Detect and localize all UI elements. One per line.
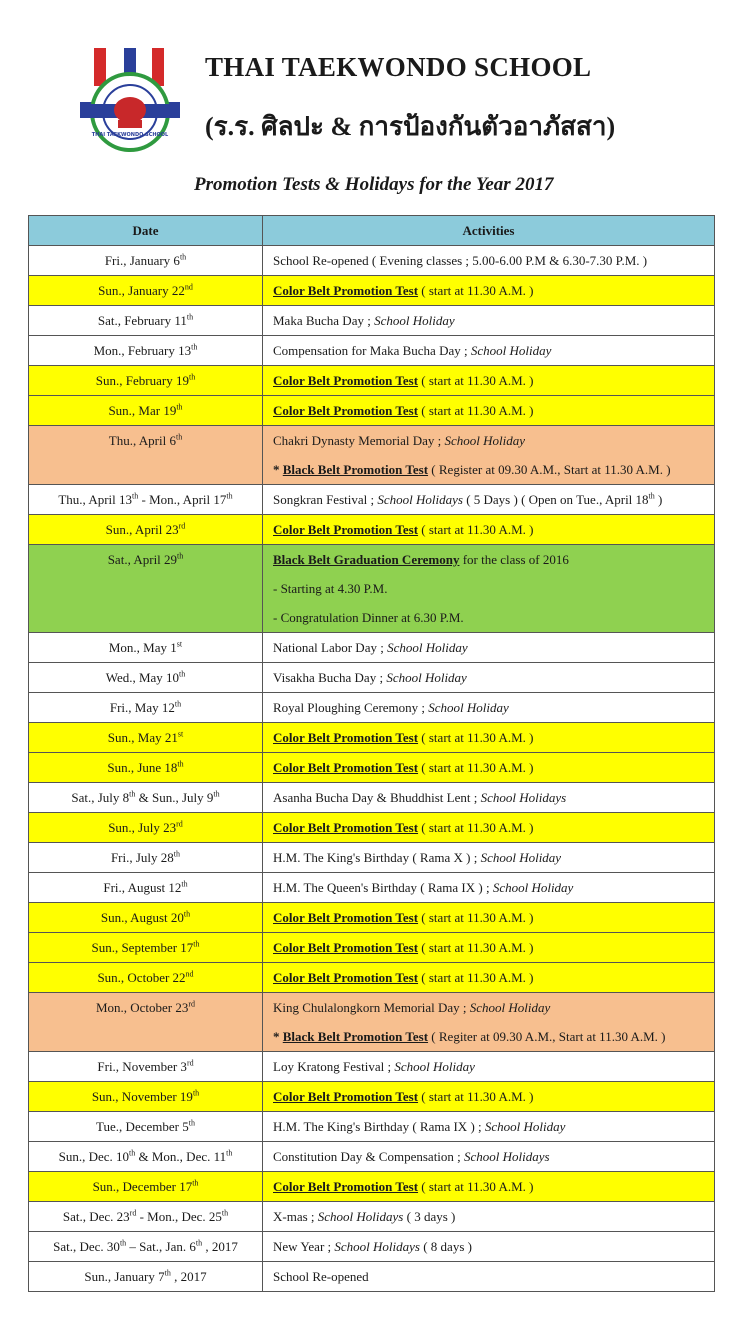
activity-text: * — [273, 462, 283, 477]
row-activity — [263, 843, 715, 873]
row-activity — [263, 723, 715, 753]
table-row — [29, 1232, 715, 1262]
activity-text: Loy Kratong Festival ; — [273, 1059, 395, 1074]
row-activity — [263, 246, 715, 276]
row-activity — [263, 545, 715, 633]
row-date — [29, 276, 263, 306]
date-ordinal-suffix: nd — [185, 969, 194, 979]
date-text: , 2017 — [170, 1268, 207, 1284]
row-activity — [263, 783, 715, 813]
activity-line — [273, 515, 714, 544]
activity-line — [273, 336, 714, 365]
activity-line — [273, 963, 714, 992]
date-ordinal-suffix: th — [226, 1148, 233, 1158]
date-ordinal-suffix: th — [174, 699, 182, 709]
row-date — [29, 723, 263, 753]
activity-line — [273, 1232, 714, 1261]
date-text: Thu., April 13 — [58, 491, 133, 507]
holiday-note: School Holiday — [470, 343, 552, 358]
table-row — [29, 1112, 715, 1142]
event-title: Color Belt Promotion Test — [273, 522, 419, 537]
activity-text: H.M. The Queen's Birthday ( Rama IX ) ; — [273, 880, 493, 895]
date-text: Sat., February 11 — [97, 312, 187, 328]
date-ordinal-suffix: th — [129, 1148, 136, 1158]
date-text: Sun., October 22 — [97, 969, 186, 985]
activity-line — [273, 1052, 714, 1081]
date-text: Sun., August 20 — [100, 909, 184, 925]
date-text: Fri., July 28 — [110, 849, 174, 865]
activity-line — [273, 813, 714, 842]
activity-line — [273, 753, 714, 782]
table-row — [29, 963, 715, 993]
row-date — [29, 336, 263, 366]
table-row — [29, 1052, 715, 1082]
row-date — [29, 1262, 263, 1292]
activity-text: th — [648, 491, 655, 501]
date-text: Sun., July 23 — [108, 819, 177, 835]
activity-text: ) — [654, 492, 663, 507]
school-title: THAI TAEKWONDO SCHOOL — [205, 52, 592, 82]
activity-line — [273, 723, 714, 752]
date-ordinal-suffix: rd — [178, 521, 186, 531]
holiday-note: School Holidays — [464, 1149, 550, 1164]
date-ordinal-suffix: th — [176, 402, 183, 412]
activity-line — [273, 574, 714, 603]
date-ordinal-suffix: th — [175, 432, 183, 442]
row-activity — [263, 1112, 715, 1142]
row-activity — [263, 1202, 715, 1232]
table-row — [29, 783, 715, 813]
date-text: Sun., January 22 — [98, 282, 185, 298]
table-row — [29, 933, 715, 963]
event-title: Black Belt Graduation Ceremony — [273, 552, 460, 567]
activity-text: Songkran Festival ; — [273, 492, 378, 507]
row-date — [29, 1112, 263, 1142]
row-activity — [263, 276, 715, 306]
schedule-table — [28, 215, 715, 1292]
row-date — [29, 903, 263, 933]
row-date — [29, 1202, 263, 1232]
activity-text: - Starting at 4.30 P.M. — [273, 581, 388, 596]
date-ordinal-suffix: th — [132, 491, 139, 501]
row-date — [29, 515, 263, 545]
activity-line — [273, 1262, 714, 1291]
date-text: Sat., April 29 — [107, 552, 178, 567]
date-text: – Sat., Jan. 6 — [126, 1238, 196, 1254]
date-ordinal-suffix: th — [179, 252, 187, 262]
date-text: Sun., Dec. 10 — [58, 1148, 130, 1164]
activity-text: * — [273, 1029, 283, 1044]
date-ordinal-suffix: th — [191, 342, 198, 352]
table-row — [29, 1172, 715, 1202]
activity-line — [273, 1172, 714, 1201]
row-date — [29, 246, 263, 276]
document-subtitle: Promotion Tests & Holidays for the Year 2017 — [194, 174, 554, 195]
activity-line — [273, 545, 714, 574]
date-text: Fri., January 6 — [104, 252, 180, 268]
table-header-row — [29, 216, 715, 246]
activity-line — [273, 1082, 714, 1111]
event-title: Color Belt Promotion Test — [273, 820, 419, 835]
activity-text: New Year ; — [273, 1239, 335, 1254]
row-date — [29, 366, 263, 396]
event-title: Color Belt Promotion Test — [273, 730, 419, 745]
row-activity — [263, 933, 715, 963]
row-activity — [263, 1232, 715, 1262]
row-date — [29, 993, 263, 1052]
activity-line — [273, 1202, 714, 1231]
activity-text: Asanha Bucha Day & Bhuddhist Lent ; — [273, 790, 481, 805]
holiday-note: School Holiday — [428, 700, 509, 715]
row-date — [29, 963, 263, 993]
event-title: Black Belt Promotion Test — [282, 1029, 429, 1044]
school-logo-icon — [78, 46, 182, 160]
table-row — [29, 753, 715, 783]
event-title: Color Belt Promotion Test — [273, 760, 419, 775]
activity-text: ( start at 11.30 A.M. ) — [418, 1089, 534, 1104]
row-activity — [263, 903, 715, 933]
date-ordinal-suffix: th — [181, 879, 188, 889]
holiday-note: School Holiday — [444, 433, 526, 448]
activity-line — [273, 485, 714, 514]
row-activity — [263, 1172, 715, 1202]
date-ordinal-suffix: nd — [184, 282, 193, 292]
table-row — [29, 843, 715, 873]
activity-text: Visakha Bucha Day ; — [273, 670, 387, 685]
activity-text: ( 3 days ) — [403, 1209, 456, 1224]
activity-line — [273, 663, 714, 692]
row-date — [29, 1172, 263, 1202]
row-date — [29, 396, 263, 426]
activity-text: School Re-opened — [273, 1269, 369, 1284]
activity-line — [273, 783, 714, 812]
activity-text: King Chulalongkorn Memorial Day ; — [273, 1000, 470, 1015]
table-row — [29, 1262, 715, 1292]
document-header — [0, 0, 738, 212]
row-date — [29, 426, 263, 485]
activity-line — [273, 993, 714, 1022]
date-ordinal-suffix: th — [221, 1208, 229, 1218]
date-ordinal-suffix: st — [176, 639, 183, 649]
row-activity — [263, 753, 715, 783]
row-date — [29, 1142, 263, 1172]
activity-text: ( start at 11.30 A.M. ) — [418, 760, 534, 775]
row-activity — [263, 306, 715, 336]
holiday-note: School Holidays — [480, 790, 567, 805]
activity-text: - Congratulation Dinner at 6.30 P.M. — [273, 610, 464, 625]
event-title: Color Belt Promotion Test — [273, 940, 419, 955]
activity-line — [273, 603, 714, 632]
activity-line — [273, 873, 714, 902]
date-text: - Mon., Dec. 25 — [136, 1208, 222, 1224]
row-date — [29, 693, 263, 723]
table-row — [29, 1202, 715, 1232]
activity-text: National Labor Day ; — [273, 640, 388, 655]
row-date — [29, 545, 263, 633]
holiday-note: School Holiday — [484, 1119, 566, 1134]
row-activity — [263, 663, 715, 693]
date-text: Mon., May 1 — [108, 639, 177, 655]
date-ordinal-suffix: th — [188, 372, 196, 382]
date-text: Mon., February 13 — [93, 342, 192, 358]
date-text: Sun., June 18 — [107, 759, 178, 775]
event-title: Color Belt Promotion Test — [273, 970, 419, 985]
activity-line — [273, 306, 714, 335]
table-row — [29, 396, 715, 426]
row-activity — [263, 396, 715, 426]
date-ordinal-suffix: th — [183, 909, 191, 919]
date-ordinal-suffix: rd — [188, 999, 196, 1009]
row-activity — [263, 633, 715, 663]
date-text: Sun., April 23 — [105, 521, 179, 537]
date-text: Sun., September 17 — [91, 939, 194, 955]
date-ordinal-suffix: th — [213, 789, 220, 799]
date-ordinal-suffix: rd — [176, 819, 183, 829]
date-ordinal-suffix: th — [186, 312, 194, 322]
table-row — [29, 723, 715, 753]
column-header-activities: Activities — [263, 216, 715, 246]
table-row — [29, 426, 715, 485]
activity-text: Royal Ploughing Ceremony ; — [273, 700, 429, 715]
row-activity — [263, 963, 715, 993]
holiday-note: School Holiday — [492, 880, 574, 895]
table-row — [29, 336, 715, 366]
activity-line — [273, 633, 714, 662]
activity-text: Compensation for Maka Bucha Day ; — [273, 343, 471, 358]
date-text: Sun., May 21 — [107, 729, 178, 745]
row-date — [29, 1082, 263, 1112]
date-text: & Sun., July 9 — [135, 789, 214, 805]
date-ordinal-suffix: th — [119, 1238, 127, 1248]
date-ordinal-suffix: rd — [186, 1058, 194, 1068]
activity-line — [273, 1112, 714, 1141]
date-ordinal-suffix: th — [177, 759, 184, 769]
activity-text: Maka Bucha Day ; — [273, 313, 375, 328]
holiday-note: School Holiday — [394, 1059, 475, 1074]
activity-line — [273, 933, 714, 962]
activity-line — [273, 246, 714, 275]
activity-text: Chakri Dynasty Memorial Day ; — [273, 433, 445, 448]
date-ordinal-suffix: th — [164, 1268, 171, 1278]
table-row — [29, 246, 715, 276]
table-row — [29, 663, 715, 693]
date-text: Wed., May 10 — [105, 669, 180, 685]
activity-line — [273, 1022, 714, 1051]
date-text: Fri., August 12 — [103, 879, 182, 895]
holiday-note: School Holiday — [386, 670, 467, 685]
activity-text: ( start at 11.30 A.M. ) — [418, 1179, 534, 1194]
date-text: Sun., January 7 — [84, 1268, 165, 1284]
table-row — [29, 366, 715, 396]
activity-text: ( start at 11.30 A.M. ) — [418, 283, 534, 298]
date-ordinal-suffix: th — [192, 1178, 199, 1188]
event-title: Black Belt Promotion Test — [282, 462, 429, 477]
date-text: Fri., November 3 — [97, 1058, 187, 1074]
date-text: Sat., Dec. 23 — [62, 1208, 130, 1224]
holiday-note: School Holidays — [334, 1239, 420, 1254]
table-row — [29, 306, 715, 336]
date-text: Mon., October 23 — [95, 1000, 189, 1015]
date-text: , 2017 — [202, 1238, 238, 1254]
date-ordinal-suffix: th — [226, 491, 233, 501]
row-activity — [263, 1262, 715, 1292]
activity-line — [273, 455, 714, 484]
holiday-note: School Holiday — [374, 313, 455, 328]
table-row — [29, 276, 715, 306]
activity-text: ( start at 11.30 A.M. ) — [418, 403, 534, 418]
school-thai-name: (ร.ร. ศิลปะ & การป้องกันตัวอาภัสสา) — [205, 112, 616, 141]
event-title: Color Belt Promotion Test — [273, 403, 419, 418]
date-text: - Mon., April 17 — [138, 491, 227, 507]
date-text: Fri., May 12 — [109, 699, 175, 715]
row-date — [29, 663, 263, 693]
date-text: Sun., February 19 — [95, 372, 189, 388]
activity-text: ( Register at 09.30 A.M., Start at 11.30 A.M. ) — [428, 462, 671, 477]
row-activity — [263, 485, 715, 515]
row-date — [29, 813, 263, 843]
event-title: Color Belt Promotion Test — [273, 283, 419, 298]
activity-text: Constitution Day & Compensation ; — [273, 1149, 465, 1164]
date-text: Sat., July 8 — [71, 789, 130, 805]
activity-line — [273, 426, 714, 455]
activity-text: ( start at 11.30 A.M. ) — [418, 522, 534, 537]
event-title: Color Belt Promotion Test — [273, 373, 419, 388]
activity-text: H.M. The King's Birthday ( Rama IX ) ; — [273, 1119, 485, 1134]
table-row — [29, 515, 715, 545]
activity-text: for the class of 2016 — [459, 552, 569, 567]
date-ordinal-suffix: th — [173, 849, 181, 859]
activity-text: School Re-opened ( Evening classes ; 5.00-6.00 P.M & 6.30-7.30 P.M. ) — [273, 253, 648, 268]
activity-text: ( start at 11.30 A.M. ) — [418, 730, 534, 745]
row-date — [29, 485, 263, 515]
row-activity — [263, 693, 715, 723]
activity-line — [273, 1142, 714, 1171]
holiday-note: School Holidays — [317, 1209, 404, 1224]
activity-line — [273, 843, 714, 872]
event-title: Color Belt Promotion Test — [273, 1089, 419, 1104]
row-date — [29, 1232, 263, 1262]
activity-text: X-mas ; — [273, 1209, 318, 1224]
date-ordinal-suffix: th — [188, 1118, 195, 1128]
holiday-note: School Holidays — [377, 492, 463, 507]
date-ordinal-suffix: th — [129, 789, 136, 799]
date-text: Sun., Mar 19 — [108, 402, 177, 418]
activity-line — [273, 276, 714, 305]
row-activity — [263, 366, 715, 396]
row-date — [29, 1052, 263, 1082]
activity-text: ( start at 11.30 A.M. ) — [418, 820, 534, 835]
activity-line — [273, 396, 714, 425]
row-activity — [263, 515, 715, 545]
table-row — [29, 1082, 715, 1112]
row-activity — [263, 426, 715, 485]
holiday-note: School Holiday — [469, 1000, 551, 1015]
date-text: Tue., December 5 — [96, 1118, 189, 1134]
date-ordinal-suffix: th — [195, 1238, 203, 1248]
row-date — [29, 753, 263, 783]
date-text: Thu., April 6 — [108, 433, 176, 448]
row-date — [29, 633, 263, 663]
row-date — [29, 873, 263, 903]
row-activity — [263, 873, 715, 903]
activity-text: ( start at 11.30 A.M. ) — [418, 373, 534, 388]
date-ordinal-suffix: st — [177, 729, 184, 739]
date-ordinal-suffix: th — [179, 669, 186, 679]
activity-text: ( 8 days ) — [419, 1239, 472, 1254]
row-activity — [263, 813, 715, 843]
activity-text: H.M. The King's Birthday ( Rama X ) ; — [273, 850, 481, 865]
table-row — [29, 485, 715, 515]
table-row — [29, 633, 715, 663]
activity-text: ( start at 11.30 A.M. ) — [418, 970, 534, 985]
date-ordinal-suffix: th — [193, 939, 200, 949]
table-row — [29, 693, 715, 723]
date-ordinal-suffix: th — [192, 1088, 200, 1098]
row-date — [29, 306, 263, 336]
row-date — [29, 843, 263, 873]
activity-line — [273, 693, 714, 722]
row-date — [29, 783, 263, 813]
date-text: Sat., Dec. 30 — [53, 1238, 120, 1254]
column-header-date: Date — [29, 216, 263, 246]
activity-text: ( start at 11.30 A.M. ) — [418, 910, 534, 925]
activity-text: ( Regiter at 09.30 A.M., Start at 11.30 A.M. ) — [428, 1029, 666, 1044]
table-row — [29, 1142, 715, 1172]
row-activity — [263, 993, 715, 1052]
activity-text: ( 5 Days ) ( Open on Tue., April 18 — [462, 492, 649, 507]
holiday-note: School Holiday — [387, 640, 468, 655]
activity-line — [273, 903, 714, 932]
date-ordinal-suffix: th — [177, 551, 184, 561]
row-date — [29, 933, 263, 963]
row-activity — [263, 1052, 715, 1082]
table-row — [29, 545, 715, 633]
date-text: Sun., December 17 — [92, 1178, 193, 1194]
event-title: Color Belt Promotion Test — [273, 1179, 419, 1194]
table-row — [29, 903, 715, 933]
date-text: & Mon., Dec. 11 — [135, 1148, 227, 1164]
table-row — [29, 993, 715, 1052]
date-text: Sun., November 19 — [91, 1088, 193, 1104]
date-ordinal-suffix: rd — [129, 1208, 137, 1218]
schedule-body — [29, 246, 715, 1292]
activity-text: ( start at 11.30 A.M. ) — [418, 940, 534, 955]
table-row — [29, 813, 715, 843]
svg-text:THAI TAEKWONDO SCHOOL: THAI TAEKWONDO SCHOOL — [91, 132, 169, 138]
row-activity — [263, 1082, 715, 1112]
holiday-note: School Holiday — [480, 850, 562, 865]
activity-line — [273, 366, 714, 395]
table-row — [29, 873, 715, 903]
row-activity — [263, 1142, 715, 1172]
event-title: Color Belt Promotion Test — [273, 910, 419, 925]
row-activity — [263, 336, 715, 366]
